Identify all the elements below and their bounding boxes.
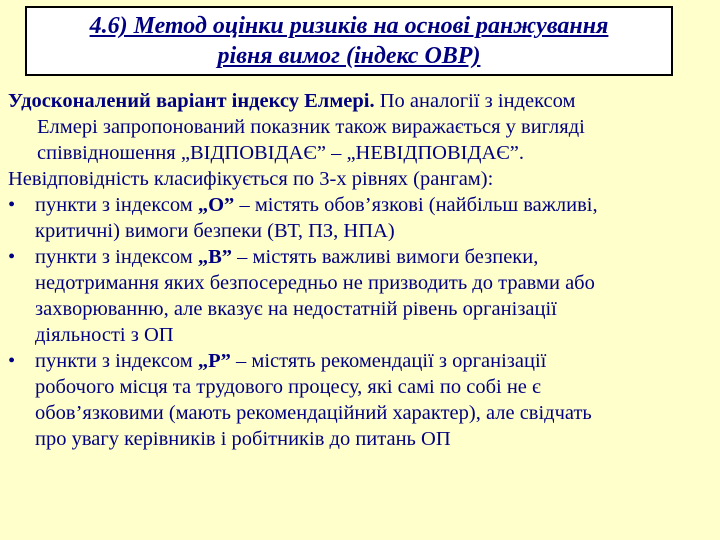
bullet-icon: • [8, 350, 16, 372]
bullet-code: „Р” [197, 350, 231, 372]
bullet-line: діяльності з ОП [35, 324, 174, 346]
bullet-text [35, 348, 713, 452]
bullet-code: „О” [197, 194, 235, 216]
bullet-line-rest: – містять важливі вимоги безпеки, [232, 246, 539, 268]
bullet-prefix: пункти з індексом [35, 246, 198, 268]
bullet-line: недотримання яких безпосередньо не призводить до травми або [35, 272, 595, 294]
bullet-icon: • [8, 194, 16, 216]
levels-paragraph [8, 166, 713, 192]
bullet-prefix: пункти з індексом [35, 194, 198, 216]
bullet-line-rest: – містять обов’язкові (найбільш важливі, [234, 194, 598, 216]
intro-bold-lead: Удосконалений варіант індексу Елмері. [8, 90, 375, 112]
intro-line-1 [8, 88, 713, 114]
levels-sentence: Невідповідність класифікується по 3-х рівнях (рангам): [8, 168, 494, 190]
bullet-prefix: пункти з індексом [35, 350, 198, 372]
bullet-line: про увагу керівників і робітників до питань ОП [35, 428, 451, 450]
bullet-line: критичні) вимоги безпеки (ВТ, ПЗ, НПА) [35, 220, 395, 242]
intro-line-2: Елмері запропонований показник також виражається у вигляді [37, 116, 585, 138]
bullet-item-v [8, 244, 713, 348]
bullet-icon: • [8, 246, 16, 268]
slide-title-line-1: 4.6) Метод оцінки ризиків на основі ранжування [89, 13, 609, 39]
bullet-line [35, 192, 713, 218]
bullet-line-rest: – містять рекомендації з організації [230, 350, 547, 372]
intro-paragraph [8, 88, 713, 166]
slide-title-line-2: рівня вимог (індекс ОВР) [217, 43, 481, 69]
bullet-line [35, 244, 713, 270]
bullet-item-o [8, 192, 713, 244]
intro-line-3: співвідношення „ВІДПОВІДАЄ” – „НЕВІДПОВІДАЄ”. [37, 142, 525, 164]
slide-body [8, 88, 713, 452]
intro-line-1-rest: По аналогії з індексом [374, 90, 576, 112]
bullet-text [35, 192, 713, 244]
title-bar [25, 6, 673, 76]
bullet-line: захворюванню, але вказує на недостатній рівень організації [35, 298, 557, 320]
bullet-code: „В” [197, 246, 233, 268]
bullet-item-r [8, 348, 713, 452]
bullet-line [35, 348, 713, 374]
bullet-line: обов’язковими (мають рекомендаційний характер), але свідчать [35, 402, 592, 424]
bullet-text [35, 244, 713, 348]
bullet-line: робочого місця та трудового процесу, які самі по собі не є [35, 376, 541, 398]
